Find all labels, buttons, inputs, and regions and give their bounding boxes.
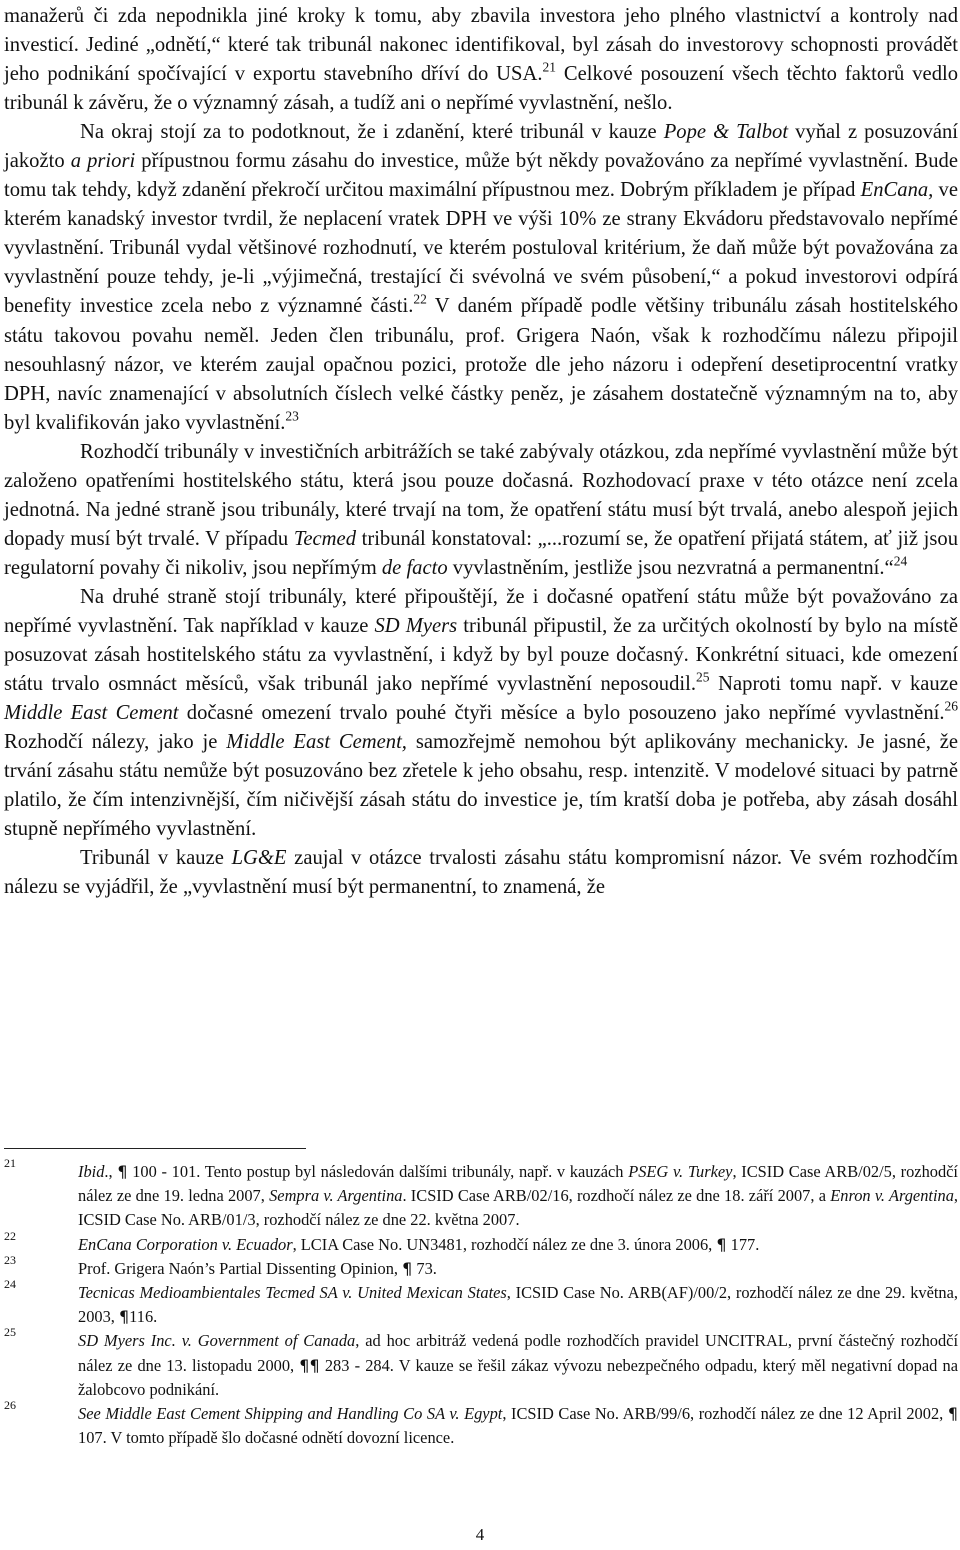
text-run: ., bbox=[104, 1162, 118, 1181]
text-run: 73. bbox=[412, 1258, 437, 1278]
text-run: Rozhodčí nálezy, jako je bbox=[4, 731, 227, 754]
text-run: 100 - 101. Tento postup byl následován dalšími tribunály, např. v kauzách bbox=[127, 1162, 629, 1181]
footnote bbox=[4, 1277, 958, 1329]
footnote-number: 26 bbox=[4, 1398, 16, 1413]
footnote-number: 23 bbox=[4, 1252, 16, 1267]
paragraph bbox=[4, 118, 958, 438]
main-text bbox=[4, 2, 958, 902]
italic-text: See Middle East Cement Shipping and Handling Co SA v. Egypt bbox=[78, 1404, 503, 1424]
footnote-separator bbox=[4, 1148, 306, 1149]
text-run: přípustnou formu zásahu do investice, může být někdy považováno za nepřímé vyvlastnění. Bude tomu tak tehdy, když zdanění překročí určitou maximální přípustnou mez. Dobrým příkladem je případ bbox=[4, 150, 958, 202]
paragraph-mark: ¶ bbox=[716, 1234, 727, 1254]
text-run: , ICSID Case ARB/02/5, rozhodčí nález ze dne 19. ledna 2007, bbox=[78, 1162, 958, 1206]
footnote-reference: 25 bbox=[696, 669, 710, 685]
footnote-reference: 21 bbox=[542, 59, 557, 75]
paragraph bbox=[4, 2, 958, 118]
footnote-reference: 23 bbox=[285, 408, 299, 424]
text-run: Na okraj stojí za to podotknout, že i zdanění, které tribunál v kauze bbox=[80, 121, 664, 144]
footnote bbox=[4, 1228, 958, 1257]
text-run: 177. bbox=[726, 1234, 760, 1254]
text-run: , LCIA Case No. UN3481, rozhodčí nález ze dne 3. února 2006, bbox=[292, 1234, 717, 1254]
italic-text: Tecmed bbox=[293, 527, 356, 550]
italic-text: PSEG v. Turkey bbox=[628, 1162, 733, 1181]
text-run: tribunál připustil, že za určitých okolností by bylo na místě posuzovat zásah hostitelského státu za vyvlastnění, i když by byl pouze dočasný. Konkrétní situaci, kde omezení státu trvalo osmnáct měsíců, však tribunál jako nepřímé vyvlastnění neposoudil. bbox=[4, 614, 958, 696]
paragraph-mark: ¶¶ bbox=[299, 1355, 320, 1375]
text-run: Tribunál v kauze bbox=[80, 847, 232, 870]
text-run: . ICSID Case ARB/02/16, rozdhočí nález ze dne 18. září 2007, a bbox=[402, 1186, 831, 1206]
footnote-number: 22 bbox=[4, 1228, 16, 1243]
italic-text: a priori bbox=[70, 150, 136, 173]
italic-text: SD Myers Inc. v. Government of Canada bbox=[78, 1331, 356, 1351]
text-run: V daném případě podle většiny tribunálu zásah hostitelského státu takovou povahu neměl. Jeden člen tribunálu, prof. Grigera Naón, však k rozhodčímu nálezu připojil nesouhlasný názor, ve kterém zaujal opačnou pozici, protože dle jeho názoru i odepření desetiprocentní vratky DPH, navíc znamenající v absolutních číslech velké částky peněz, je zásahem dostatečně významným na to, aby byl kvalifikován jako vyvlastnění. bbox=[4, 295, 958, 434]
text-run: 116. bbox=[129, 1307, 158, 1327]
footnote-reference: 24 bbox=[893, 553, 908, 569]
italic-text: Enron v. Argentina bbox=[830, 1186, 954, 1206]
footnotes bbox=[4, 1156, 958, 1450]
italic-text: Pope & Talbot bbox=[663, 121, 789, 144]
text-run: , ICSID Case No. ARB(AF)/00/2, rozhodčí nález ze dne 29. května, 2003, bbox=[78, 1283, 958, 1327]
footnote-number: 24 bbox=[4, 1277, 16, 1292]
text-run: 107. V tomto případě šlo dočasné odnětí dovozní licence. bbox=[78, 1428, 455, 1448]
paragraph-mark: ¶ bbox=[118, 1307, 130, 1327]
text-run: Na druhé straně stojí tribunály, které připouštějí, že i dočasné opatření státu může být považováno za nepřímé vyvlastnění. Tak například v kauze bbox=[4, 585, 958, 637]
page-number: 4 bbox=[475, 1525, 485, 1544]
text-run: Prof. Grigera Naón’s Partial Dissenting Opinion, bbox=[78, 1258, 403, 1278]
italic-text: EnCana Corporation v. Ecuador bbox=[78, 1234, 293, 1254]
italic-text: de facto bbox=[381, 556, 448, 579]
paragraph-mark: ¶ bbox=[947, 1404, 958, 1424]
italic-text: EnCana, bbox=[860, 179, 934, 202]
text-run: zaujal v otázce trvalosti zásahu státu kompromisní názor. Ve svém rozhodčím nálezu se vyjádřil, že „vyvlastnění musí být permanentní, to znamená, že bbox=[4, 847, 958, 899]
paragraph bbox=[4, 583, 958, 844]
text-run: vyňal z posuzování jakožto bbox=[4, 121, 958, 173]
paragraph-mark: ¶ bbox=[402, 1258, 413, 1278]
text-run: Rozhodčí tribunály v investičních arbitrážích se také zabývaly otázkou, zda nepřímé vyvlastnění může být založeno opatřeními hostitelského státu, která jsou pouze dočasná. Rozhodovací praxe v této otázce není zcela jednotná. Na jedné straně jsou tribunály, které trvají na tom, že opatření státu musí být trvalá, anebo alespoň jejich dopady musí být trvalé. V případu bbox=[4, 440, 958, 550]
text-run: , ICSID Case No. ARB/01/3, rozhodčí nález ze dne 22. května 2007. bbox=[78, 1186, 958, 1230]
paragraph-mark: ¶ bbox=[117, 1162, 128, 1181]
text-run: manažerů či zda nepodnikla jiné kroky k tomu, aby zbavila investora jeho plného vlastnictví a kontroly nad investicí. Jediné „odnětí,“ které tak tribunál nakonec identifikoval, byl zásah do investorovy schopnosti provádět jeho podnikání spočívající v exportu stavebního dříví do USA. bbox=[4, 5, 958, 86]
footnote bbox=[4, 1156, 958, 1233]
paragraph bbox=[4, 438, 958, 583]
text-run: , ad hoc arbitráž vedená podle rozhodčích pravidel UNCITRAL, první částečný rozhodčí nález ze dne 13. listopadu 2000, bbox=[78, 1331, 958, 1375]
text-run: Celkové posouzení všech těchto faktorů vedlo tribunál k závěru, že o významný zásah, a tudíž ani o nepřímé vyvlastnění, nešlo. bbox=[4, 63, 959, 115]
italic-text: LG&E bbox=[231, 847, 287, 870]
paragraph bbox=[4, 844, 958, 902]
italic-text: Sempra v. Argentina bbox=[269, 1186, 403, 1206]
footnote-number: 21 bbox=[4, 1156, 16, 1170]
footnote bbox=[4, 1252, 958, 1281]
footnote-number: 25 bbox=[4, 1325, 16, 1340]
italic-text: SD Myers bbox=[374, 614, 458, 637]
text-run: ve kterém kanadský investor tvrdil, že neplacení vratek DPH ve výši 10% ze strany Ekvádoru představovalo nepřímé vyvlastnění. Tribunál vydal většinové rozhodnutí, ve kterém postuloval kritérium, že daň může být považována za vyvlastnění pouze tehdy, je-li „výjimečná, trestající či svévolná ve svém působení,“ a pokud investorovi odpírá benefity investice zcela nebo z významné části. bbox=[4, 179, 958, 318]
italic-text: Middle East Cement, bbox=[226, 731, 407, 754]
text-run: Naproti tomu např. v kauze bbox=[709, 673, 958, 696]
text-run: vyvlastněním, jestliže jsou nezvratná a permanentní.“ bbox=[447, 556, 894, 579]
text-run: , ICSID Case No. ARB/99/6, rozhodčí nález ze dne 12 April 2002, bbox=[502, 1404, 948, 1424]
italic-text: Ibid bbox=[78, 1162, 105, 1181]
footnote-reference: 22 bbox=[413, 292, 427, 308]
text-run: samozřejmě nemohou být aplikovány mechanicky. Je jasné, že trvání zásahu státu nemůže být posuzováno bez zřetele k jeho obsahu, resp. intenzitě. V modelové situaci by patrně platilo, že čím intenzivnější, čím ničivější zásah státu do investice je, tím kratší doba je potřeba, aby zásah dosáhl stupně nepřímého vyvlastnění. bbox=[4, 731, 958, 841]
italic-text: Middle East Cement bbox=[4, 702, 179, 725]
text-run: tribunál konstatoval: „...rozumí se, že opatření přijatá státem, ať již jsou regulatorní povahy či nikoliv, jsou nepřímým bbox=[4, 527, 958, 579]
footnote bbox=[4, 1325, 958, 1402]
text-run: 283 - 284. V kauze se řešil zákaz vývozu nebezpečného odpadu, který měl negativní dopad na žalobcovo podnikání. bbox=[78, 1355, 958, 1399]
italic-text: Tecnicas Medioambientales Tecmed SA v. United Mexican States bbox=[78, 1283, 507, 1303]
footnote-reference: 26 bbox=[944, 698, 958, 714]
footnote bbox=[4, 1398, 958, 1450]
text-run: dočasné omezení trvalo pouhé čtyři měsíce a bylo posouzeno jako nepřímé vyvlastnění. bbox=[178, 702, 945, 725]
